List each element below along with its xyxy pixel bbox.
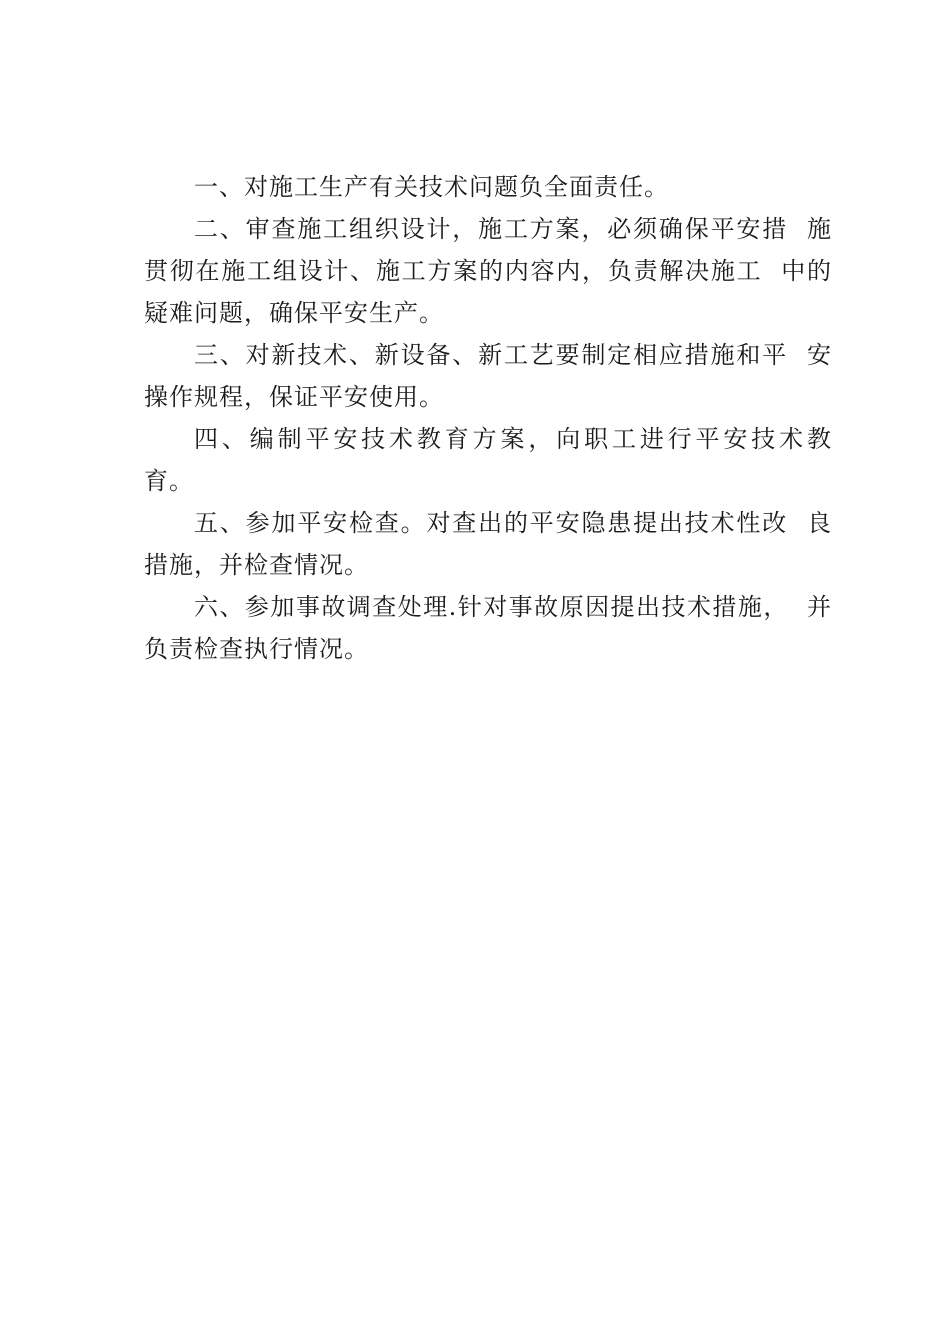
paragraph-2: 二、审查施工组织设计，施工方案，必须确保平安措 施贯彻在施工组设计、施工方案的内容内，负责解决施工 中的疑难问题，确保平安生产。 [144, 215, 832, 327]
document-body [144, 166, 850, 670]
paragraph-3: 三、对新技术、新设备、新工艺要制定相应措施和平 安操作规程，保证平安使用。 [144, 341, 832, 411]
paragraph-5: 五、参加平安检查。对查出的平安隐患提出技术性改 良措施，并检查情况。 [144, 509, 832, 579]
paragraph-1: 一、对施工生产有关技术问题负全面责任。 [194, 173, 669, 201]
paragraph-6: 六、参加事故调查处理.针对事故原因提出技术措施， 并负责检查执行情况。 [144, 593, 832, 663]
paragraph-4: 四、编制平安技术教育方案，向职工进行平安技术教 育。 [144, 425, 850, 495]
